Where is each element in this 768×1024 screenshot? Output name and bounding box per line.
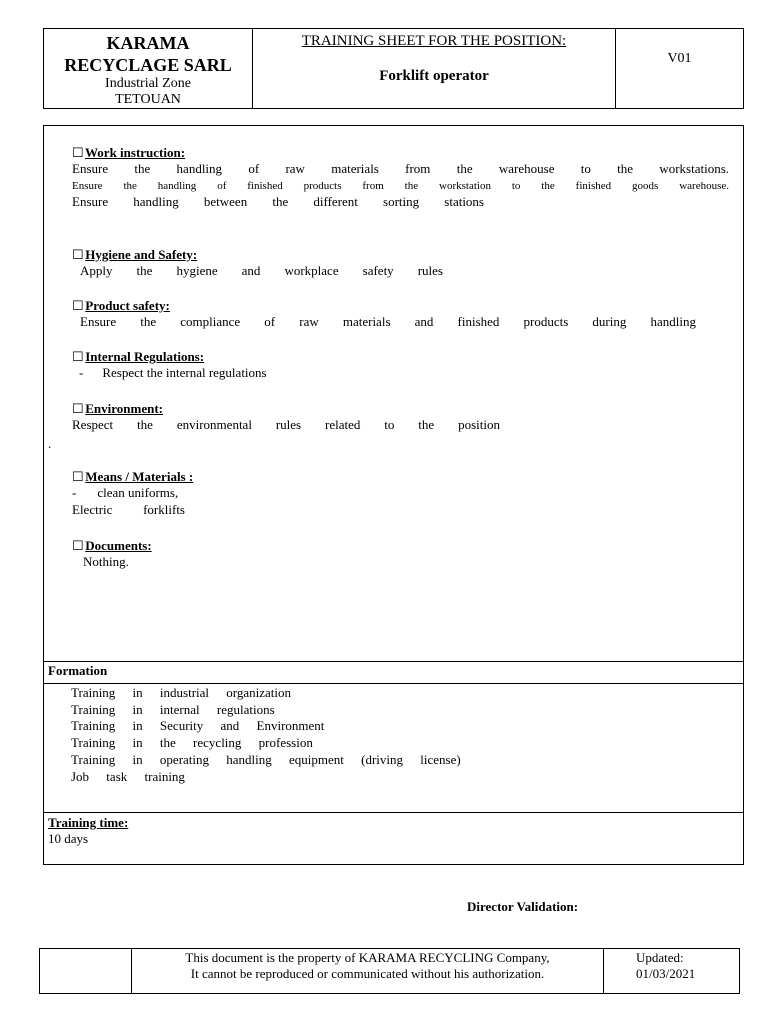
version-label: V01 [667,51,692,66]
documents-title: Documents: [85,538,152,553]
sheet-title: TRAINING SHEET FOR THE POSITION: [301,33,567,49]
means-materials-section [72,468,729,518]
title-cell [253,29,616,108]
work-instruction-section [72,144,729,210]
documents-line: Nothing. [83,554,129,569]
formation-list [71,685,461,785]
documents-section [72,537,729,571]
means-line-2: Electric forklifts [72,501,185,517]
director-validation-label: Director Validation: [467,899,579,914]
training-time-value: 10 days [48,831,89,846]
means-materials-title: Means / Materials : [85,469,194,484]
work-instruction-title: Work instruction: [85,145,186,160]
company-name-line2: RECYCLAGE SARL [64,55,232,75]
formation-item: Training in Security and Environment [71,718,325,734]
internal-line: Respect the internal regulations [102,365,267,380]
formation-label: Formation [48,663,108,678]
company-cell [44,29,253,108]
product-safety-title: Product safety: [85,298,170,313]
stray-dot: . [48,436,52,451]
footer-notice-line1: This document is the property of KARAMA RECYCLING Company, [185,950,550,965]
means-bullet: - [72,485,77,500]
product-safety-section [72,297,729,331]
internal-bullet: - [79,365,84,380]
updated-date: 01/03/2021 [636,966,696,981]
footer-notice-cell [132,949,604,993]
hygiene-section [72,246,729,280]
formation-item: Training in the recycling profession [71,735,313,751]
version-cell [616,29,743,108]
work-line-3: Ensure handling between the different sorting stations [72,193,484,209]
checkbox-icon: ☐ [72,298,84,313]
checkbox-icon: ☐ [72,469,84,484]
footer-notice-line2: It cannot be reproduced or communicated without his authorization. [190,966,545,981]
checkbox-icon: ☐ [72,538,84,553]
company-city: TETOUAN [115,92,181,107]
environment-line: Respect the environmental rules related to the position [72,417,500,432]
divider [44,812,743,813]
footer-updated-cell [604,949,739,993]
training-time-label: Training time: [48,815,129,830]
formation-item: Training in operating handling equipment (driving license) [71,751,461,767]
checkbox-icon: ☐ [72,247,84,262]
formation-item: Job task training [71,768,185,784]
hygiene-title: Hygiene and Safety: [85,247,198,262]
product-safety-line: Ensure the compliance of raw materials and finished products during handling [80,314,696,329]
environment-title: Environment: [85,401,164,416]
environment-section [72,400,729,434]
footer-table [39,948,740,994]
divider [44,683,743,684]
work-line-1: Ensure the handling of raw materials from the warehouse to the workstations. [72,161,729,176]
divider [44,661,743,662]
header-table [43,28,744,109]
hygiene-line: Apply the hygiene and workplace safety rules [80,263,443,278]
company-zone: Industrial Zone [105,76,191,91]
training-sheet-body [43,125,744,865]
position-name: Forklift operator [379,68,489,84]
updated-label: Updated: [636,950,684,965]
formation-item: Training in industrial organization [71,685,292,700]
means-line-1: clean uniforms, [97,485,179,500]
internal-regulations-title: Internal Regulations: [85,349,205,364]
footer-empty-cell [40,949,132,993]
work-line-2: Ensure the handling of finished products from the workstation to the finished goods warehouse. [72,179,729,192]
checkbox-icon: ☐ [72,145,84,160]
internal-regulations-section [72,348,729,382]
checkbox-icon: ☐ [72,349,84,364]
company-name-line1: KARAMA [106,33,190,53]
formation-item: Training in internal regulations [71,701,275,717]
checkbox-icon: ☐ [72,401,84,416]
